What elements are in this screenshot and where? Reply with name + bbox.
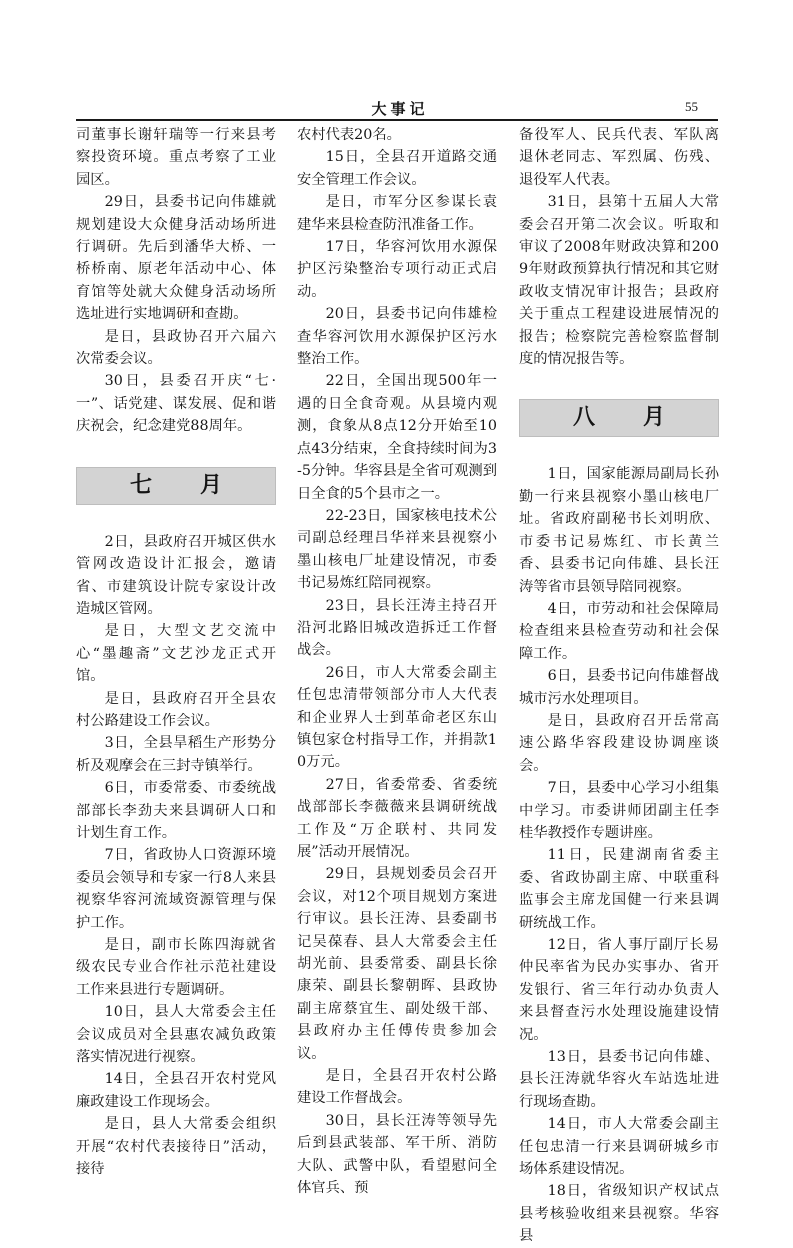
paragraph: 10日，县人大常委会主任会议成员对全县惠农减负政策落实情况进行视察。 (76, 1004, 276, 1066)
text-column-3 (519, 124, 719, 1248)
paragraph: 30日，县长汪涛等领导先后到县武装部、军干所、消防大队、武警中队，看望慰问全体官兵、预 (297, 1112, 497, 1197)
paragraph: 是日，全县召开农村公路建设工作督战会。 (297, 1068, 497, 1107)
paragraph: 6日，县委书记向伟雄督战城市污水处理项目。 (519, 668, 719, 707)
paragraph: 7日，省政协人口资源环境委员会领导和专家一行8人来县视察华容河流域资源管理与保护工作。 (76, 847, 276, 931)
paragraph: 4日，市劳动和社会保障局检查组来县检查劳动和社会保障工作。 (519, 600, 719, 662)
page-number: 55 (685, 99, 698, 114)
paragraph: 31日，县第十五届人大常委会召开第二次会议。听取和审议了2008年财政决算和2009年财政预算执行情况和其它财政收支情况审计报告；县政府关于重点工程建设进展情况的报告；检察院完善检察监督制度的情况报告等。 (519, 194, 719, 368)
paragraph: 3日，全县旱稻生产形势分析及观摩会在三封寺镇举行。 (76, 735, 276, 774)
paragraph: 1日，国家能源局副局长孙勤一行来县视察小墨山核电厂址。省政府副秘书长刘明欣、市委书记易炼红、市长黄兰香、县委书记向伟雄、县长汪涛等省市县领导陪同视察。 (519, 466, 719, 595)
paragraph: 13日，县委书记向伟雄、县长汪涛就华容火车站选址进行现场查勘。 (519, 1049, 719, 1110)
paragraph: 是日，副市长陈四海就省级农民专业合作社示范社建设工作来县进行专题调研。 (76, 937, 276, 998)
paragraph: 27日，省委常委、省委统战部部长李薇薇来县调研统战工作及“万企联村、共同发展”活动开展情况。 (297, 776, 497, 860)
paragraph: 30日，县委召开庆“七·一”、话党建、谋发展、促和谐庆祝会，纪念建党88周年。 (76, 373, 276, 435)
text-column-2 (297, 124, 497, 1200)
paragraph: 15日，全县召开道路交通安全管理工作会议。 (297, 149, 497, 188)
paragraph: 是日，大型文艺交流中心“墨趣斋”文艺沙龙正式开馆。 (76, 623, 276, 685)
paragraph: 12日，省人事厅副厅长易仲民率省为民办实事办、省开发银行、省三年行动办负责人来县督查污水处理设施建设情况。 (519, 937, 719, 1043)
paragraph: 17日，华容河饮用水源保护区污染整治专项行动正式启动。 (297, 239, 497, 300)
text-column-1 (76, 124, 276, 1180)
paragraph: 是日，县政府召开岳常高速公路华容段建设协调座谈会。 (519, 712, 719, 774)
paragraph: 是日，市军分区参谋长袁建华来县检查防汛准备工作。 (297, 194, 497, 233)
paragraph: 6日，市委常委、市委统战部部长李劲夫来县调研人口和计划生育工作。 (76, 780, 276, 841)
paragraph: 14日，全县召开农村党风廉政建设工作现场会。 (76, 1071, 276, 1110)
paragraph: 18日，省级知识产权试点县考核验收组来县视察。华容县 (519, 1183, 719, 1245)
paragraph: 是日，县人大常委会组织开展“农村代表接待日”活动，接待 (76, 1116, 276, 1178)
paragraph: 26日，市人大常委会副主任包忠清带领部分市人大代表和企业界人士到革命老区东山镇包家仓村指导工作，并捐款10万元。 (297, 664, 497, 771)
paragraph: 29日，县规划委员会召开会议，对12个项目规划方案进行审议。县长汪涛、县委副书记吴葆春、县人大常委会主任胡光前、县委常委、副县长徐康荣、副县长黎朝晖、县政协副主席蔡宜生、副处级干部、县政府办主任傅传贵参加会议。 (297, 866, 497, 1062)
paragraph: 22-23日，国家核电技术公司副总经理吕华祥来县视察小墨山核电厂址建设情况，市委书记易炼红陪同视察。 (297, 507, 497, 592)
month-heading-july: 七月 (76, 467, 276, 505)
header-rule (76, 119, 718, 121)
paragraph: 29日，县委书记向伟雄就规划建设大众健身活动场所进行调研。先后到潘华大桥、一桥桥南、原老年活动中心、体育馆等处就大众健身活动场所选址进行实地调研和查勘。 (76, 194, 276, 323)
paragraph: 14日，市人大常委会副主任包忠清一行来县调研城乡市场体系建设情况。 (519, 1116, 719, 1178)
paragraph: 11日，民建湖南省委主委、省政协副主席、中联重科监事会主席龙国健一行来县调研统战工作。 (519, 847, 719, 931)
paragraph: 2日，县政府召开城区供水管网改造设计汇报会，邀请省、市建筑设计院专家设计改造城区管网。 (76, 533, 276, 617)
paragraph: 7日，县委中心学习小组集中学习。市委讲师团副主任李桂华教授作专题讲座。 (519, 780, 719, 841)
paragraph: 备役军人、民兵代表、军队离退休老同志、军烈属、伤残、退役军人代表。 (519, 127, 719, 188)
paragraph: 是日，县政协召开六届六次常委会议。 (76, 328, 276, 368)
paragraph: 农村代表20名。 (297, 127, 401, 143)
paragraph: 23日，县长汪涛主持召开沿河北路旧城改造拆迁工作督战会。 (297, 597, 497, 659)
paragraph: 22日，全国出现500年一遇的日全食奇观。从县境内观测，食象从8点12分开始至10点43分结束，全食持续时间为3-5分钟。华容县是全省可观测到日全食的5个县市之一。 (297, 373, 497, 502)
paragraph: 司董事长谢轩瑞等一行来县考察投资环境。重点考察了工业园区。 (76, 127, 276, 188)
paragraph: 20日，县委书记向伟雄检查华容河饮用水源保护区污水整治工作。 (297, 306, 497, 368)
running-header-title: 大事记 (371, 100, 429, 118)
paragraph: 是日，县政府召开全县农村公路建设工作会议。 (76, 690, 276, 729)
month-heading-august: 八月 (519, 399, 719, 437)
